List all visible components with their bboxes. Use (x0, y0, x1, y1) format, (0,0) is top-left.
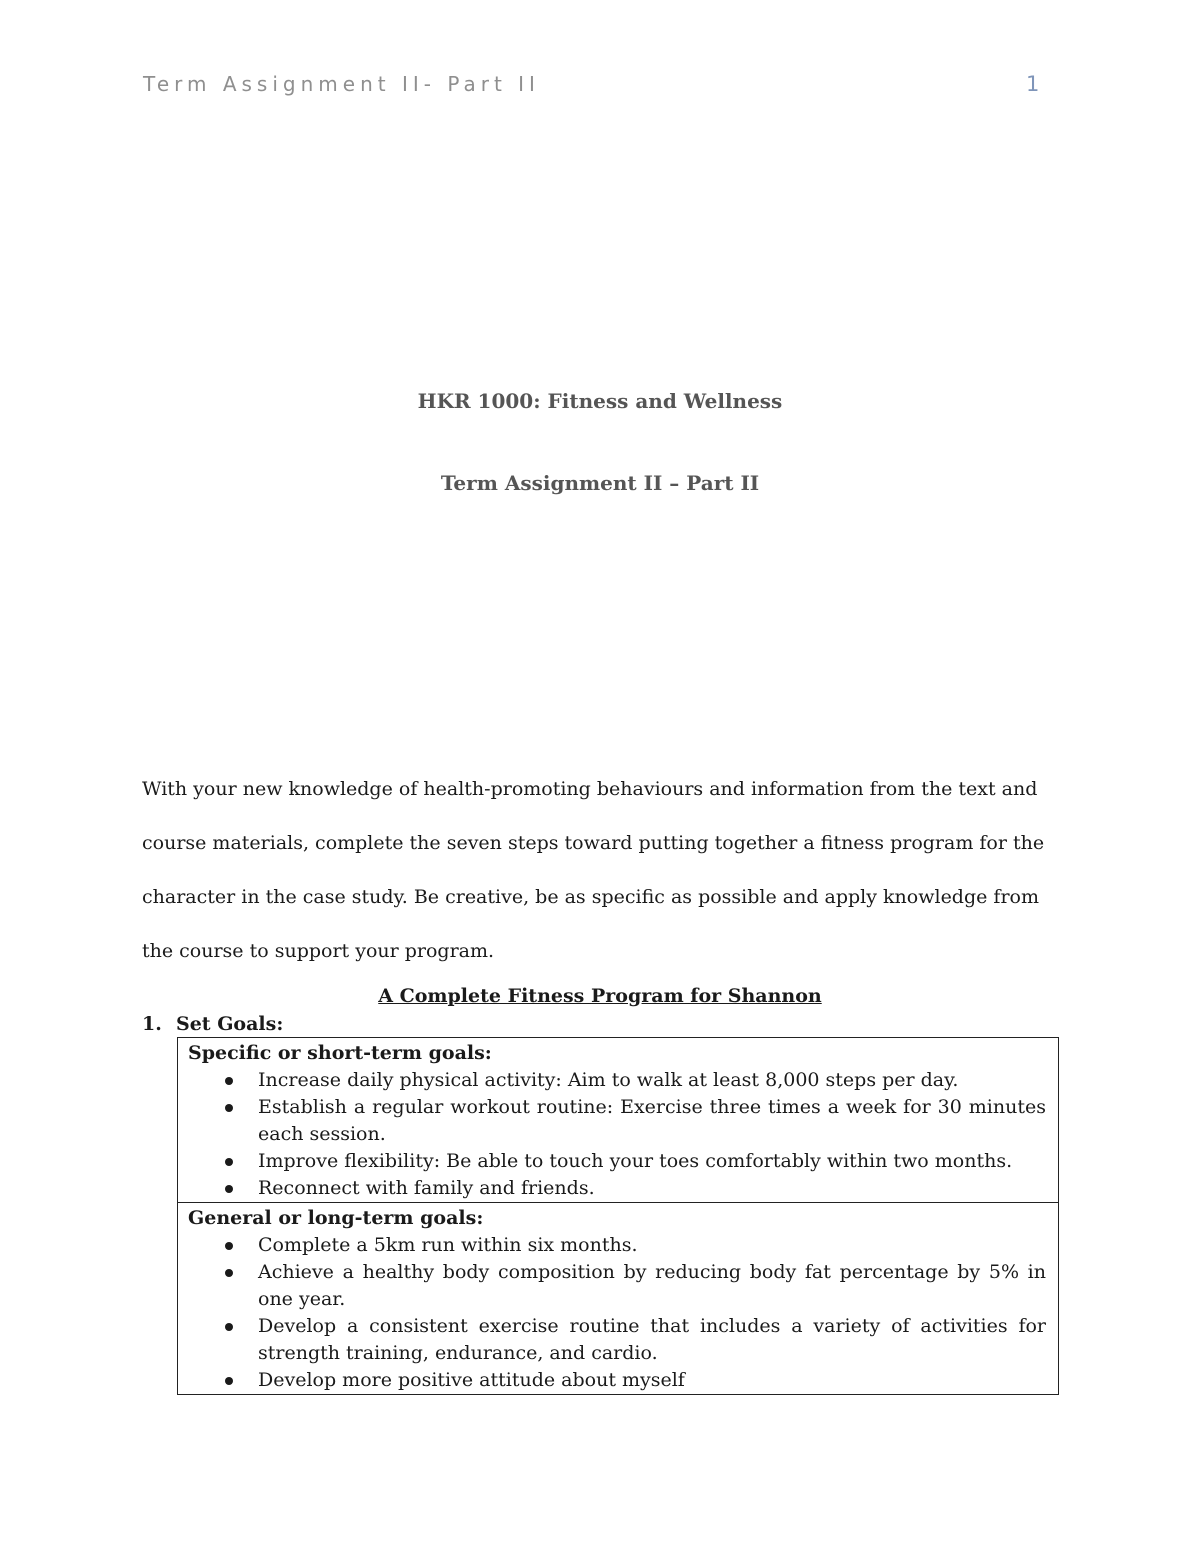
long-term-goals-list (188, 1232, 1046, 1394)
short-term-goals-title: Specific or short-term goals: (188, 1042, 492, 1064)
list-item: Achieve a healthy body composition by reducing body fat percentage by 5% in one year. (188, 1259, 1046, 1313)
short-term-goals-cell (178, 1038, 1058, 1202)
bullet-icon (225, 1323, 233, 1331)
short-term-goals-list (188, 1067, 1046, 1202)
list-item: Develop a consistent exercise routine that includes a variety of activities for strength training, endurance, and cardio. (188, 1313, 1046, 1367)
list-item: Complete a 5km run within six months. (188, 1232, 1046, 1259)
assignment-title: Term Assignment II – Part II (440, 471, 760, 495)
bullet-icon (225, 1158, 233, 1166)
bullet-icon (225, 1185, 233, 1193)
page-number: 1 (1026, 72, 1040, 96)
step-label: Set Goals: (176, 1013, 284, 1035)
list-item: Establish a regular workout routine: Exercise three times a week for 30 minutes each session. (188, 1094, 1046, 1148)
long-term-goals-title: General or long-term goals: (188, 1207, 484, 1229)
goals-table (177, 1037, 1059, 1395)
bullet-icon (225, 1242, 233, 1250)
program-heading: A Complete Fitness Program for Shannon (378, 985, 822, 1007)
long-term-goals-cell (178, 1202, 1058, 1394)
running-head: Term Assignment II- Part II (143, 72, 540, 96)
bullet-icon (225, 1077, 233, 1085)
intro-paragraph: With your new knowledge of health-promoting behaviours and information from the text and course materials, complete the seven steps toward putting together a fitness program for the character in the case study. Be creative, be as specific as possible and apply knowledge from the course to support your program. (142, 778, 1045, 962)
list-item: Increase daily physical activity: Aim to walk at least 8,000 steps per day. (188, 1067, 1046, 1094)
list-item: Improve flexibility: Be able to touch your toes comfortably within two months. (188, 1148, 1046, 1175)
bullet-icon (225, 1269, 233, 1277)
step-number: 1. (142, 1013, 162, 1035)
course-title: HKR 1000: Fitness and Wellness (417, 389, 783, 413)
list-item: Reconnect with family and friends. (188, 1175, 1046, 1202)
bullet-icon (225, 1104, 233, 1112)
step-heading (142, 1013, 283, 1035)
bullet-icon (225, 1377, 233, 1385)
list-item: Develop more positive attitude about myself (188, 1367, 1046, 1394)
